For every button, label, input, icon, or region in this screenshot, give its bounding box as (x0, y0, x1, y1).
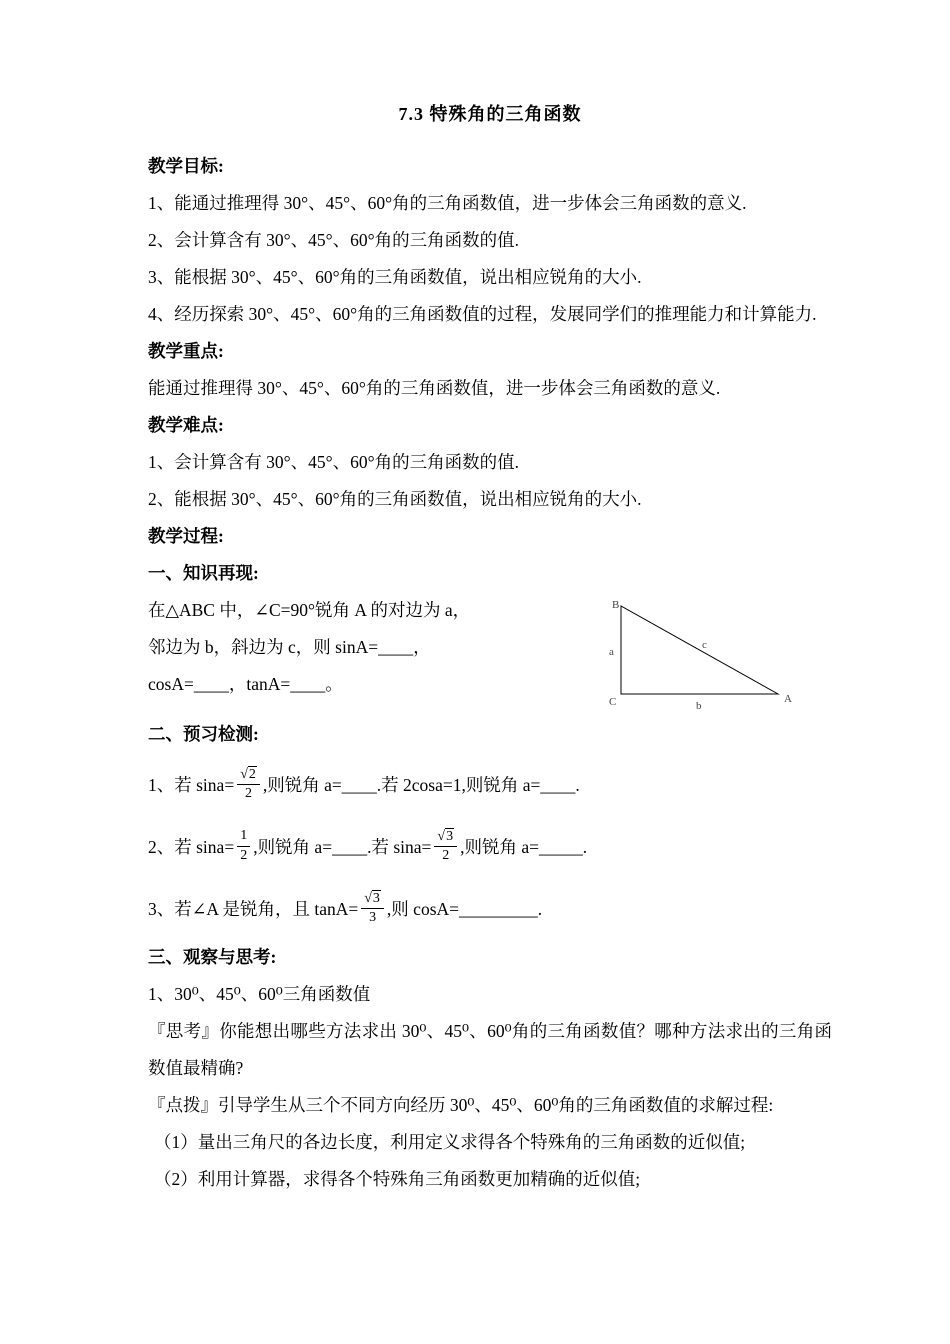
heading-knowledge-review: 一、知识再现: (148, 563, 259, 583)
q2-fraction-sqrt3-over-2: √ 3 2 (434, 828, 457, 864)
knowledge-review-section (148, 592, 832, 716)
heading-key-points: 教学重点: (148, 341, 224, 361)
knowledge-review-text (148, 592, 578, 703)
goal-item-2: 2、会计算含有 30°、45°、60°角的三角函数的值. (148, 230, 519, 250)
pretest-question-3 (148, 877, 832, 939)
observe-think-paragraph: 『思考』你能想出哪些方法求出 30⁰、45⁰、60⁰角的三角函数值？哪种方法求出的三角函数值最精确? (148, 1021, 832, 1078)
knowledge-line-1: 在△ABC 中，∠C=90°锐角 A 的对边为 a， (148, 600, 471, 620)
goal-item-4: 4、经历探索 30°、45°、60°角的三角函数值的过程，发展同学们的推理能力和计算能力. (148, 304, 817, 324)
pretest-question-1 (148, 753, 832, 815)
pretest-question-2 (148, 815, 832, 877)
key-points-body: 能通过推理得 30°、45°、60°角的三角函数值，进一步体会三角函数的意义. (148, 378, 721, 398)
heading-observe-think: 三、观察与思考: (148, 947, 277, 967)
q1-text-pre: 1、若 sina= (148, 774, 235, 795)
q3-text-pre: 3、若∠A 是锐角，且 tanA= (148, 898, 359, 919)
goal-item-3: 3、能根据 30°、45°、60°角的三角函数值，说出相应锐角的大小. (148, 267, 642, 287)
heading-teaching-process: 教学过程: (148, 526, 224, 546)
observe-step-1: （1）量出三角尺的各边长度，利用定义求得各个特殊角的三角函数的近似值; (154, 1132, 746, 1152)
triangle-side-a: a (609, 646, 614, 658)
knowledge-line-2: 邻边为 b，斜边为 c，则 sinA=____， (148, 637, 431, 657)
q2-fraction-1-over-2: $\frac{1}{2}$ (237, 828, 250, 863)
sqrt-sign: √ (364, 890, 372, 906)
sqrt-sign: √ (240, 766, 248, 782)
q1-fraction-sqrt2-over-2: √ 2 2 (237, 766, 260, 802)
q2-text-pre: 2、若 sina= (148, 836, 235, 857)
difficulty-item-2: 2、能根据 30°、45°、60°角的三角函数值，说出相应锐角的大小. (148, 489, 642, 509)
triangle-vertex-B: B (612, 599, 620, 611)
right-triangle-figure (596, 596, 796, 716)
goal-item-1: 1、能通过推理得 30°、45°、60°角的三角函数值，进一步体会三角函数的意义. (148, 193, 747, 213)
q2-text-mid: ,则锐角 a=____.若 sina= (253, 836, 432, 857)
q2-text-post: ,则锐角 a=_____. (460, 836, 588, 857)
observe-step-2: （2）利用计算器，求得各个特殊角三角函数更加精确的近似值; (154, 1169, 641, 1189)
knowledge-line-3: cosA=____，tanA=____。 (148, 674, 343, 694)
triangle-vertex-A: A (784, 693, 792, 705)
page-title: 7.3 特殊角的三角函数 (398, 104, 582, 124)
observe-hint-paragraph: 『点拨』引导学生从三个不同方向经历 30⁰、45⁰、60⁰角的三角函数值的求解过程: (148, 1095, 774, 1115)
q3-fraction-sqrt3-over-3: √ 3 3 (361, 890, 384, 926)
difficulty-item-1: 1、会计算含有 30°、45°、60°角的三角函数的值. (148, 452, 519, 472)
sqrt-sign: √ (437, 828, 446, 844)
q3-text-post: ,则 cosA=_________. (386, 898, 543, 919)
observe-item-1: 1、30⁰、45⁰、60⁰三角函数值 (148, 984, 371, 1004)
heading-difficulties: 教学难点: (148, 415, 224, 435)
q1-text-post: ,则锐角 a=____.若 2cosa=1,则锐角 a=____. (262, 774, 580, 795)
triangle-side-c: c (702, 639, 707, 651)
triangle-vertex-C: C (609, 696, 617, 708)
heading-teaching-goals: 教学目标: (148, 156, 224, 176)
triangle-side-b: b (696, 700, 702, 712)
heading-pretest: 二、预习检测: (148, 724, 259, 744)
